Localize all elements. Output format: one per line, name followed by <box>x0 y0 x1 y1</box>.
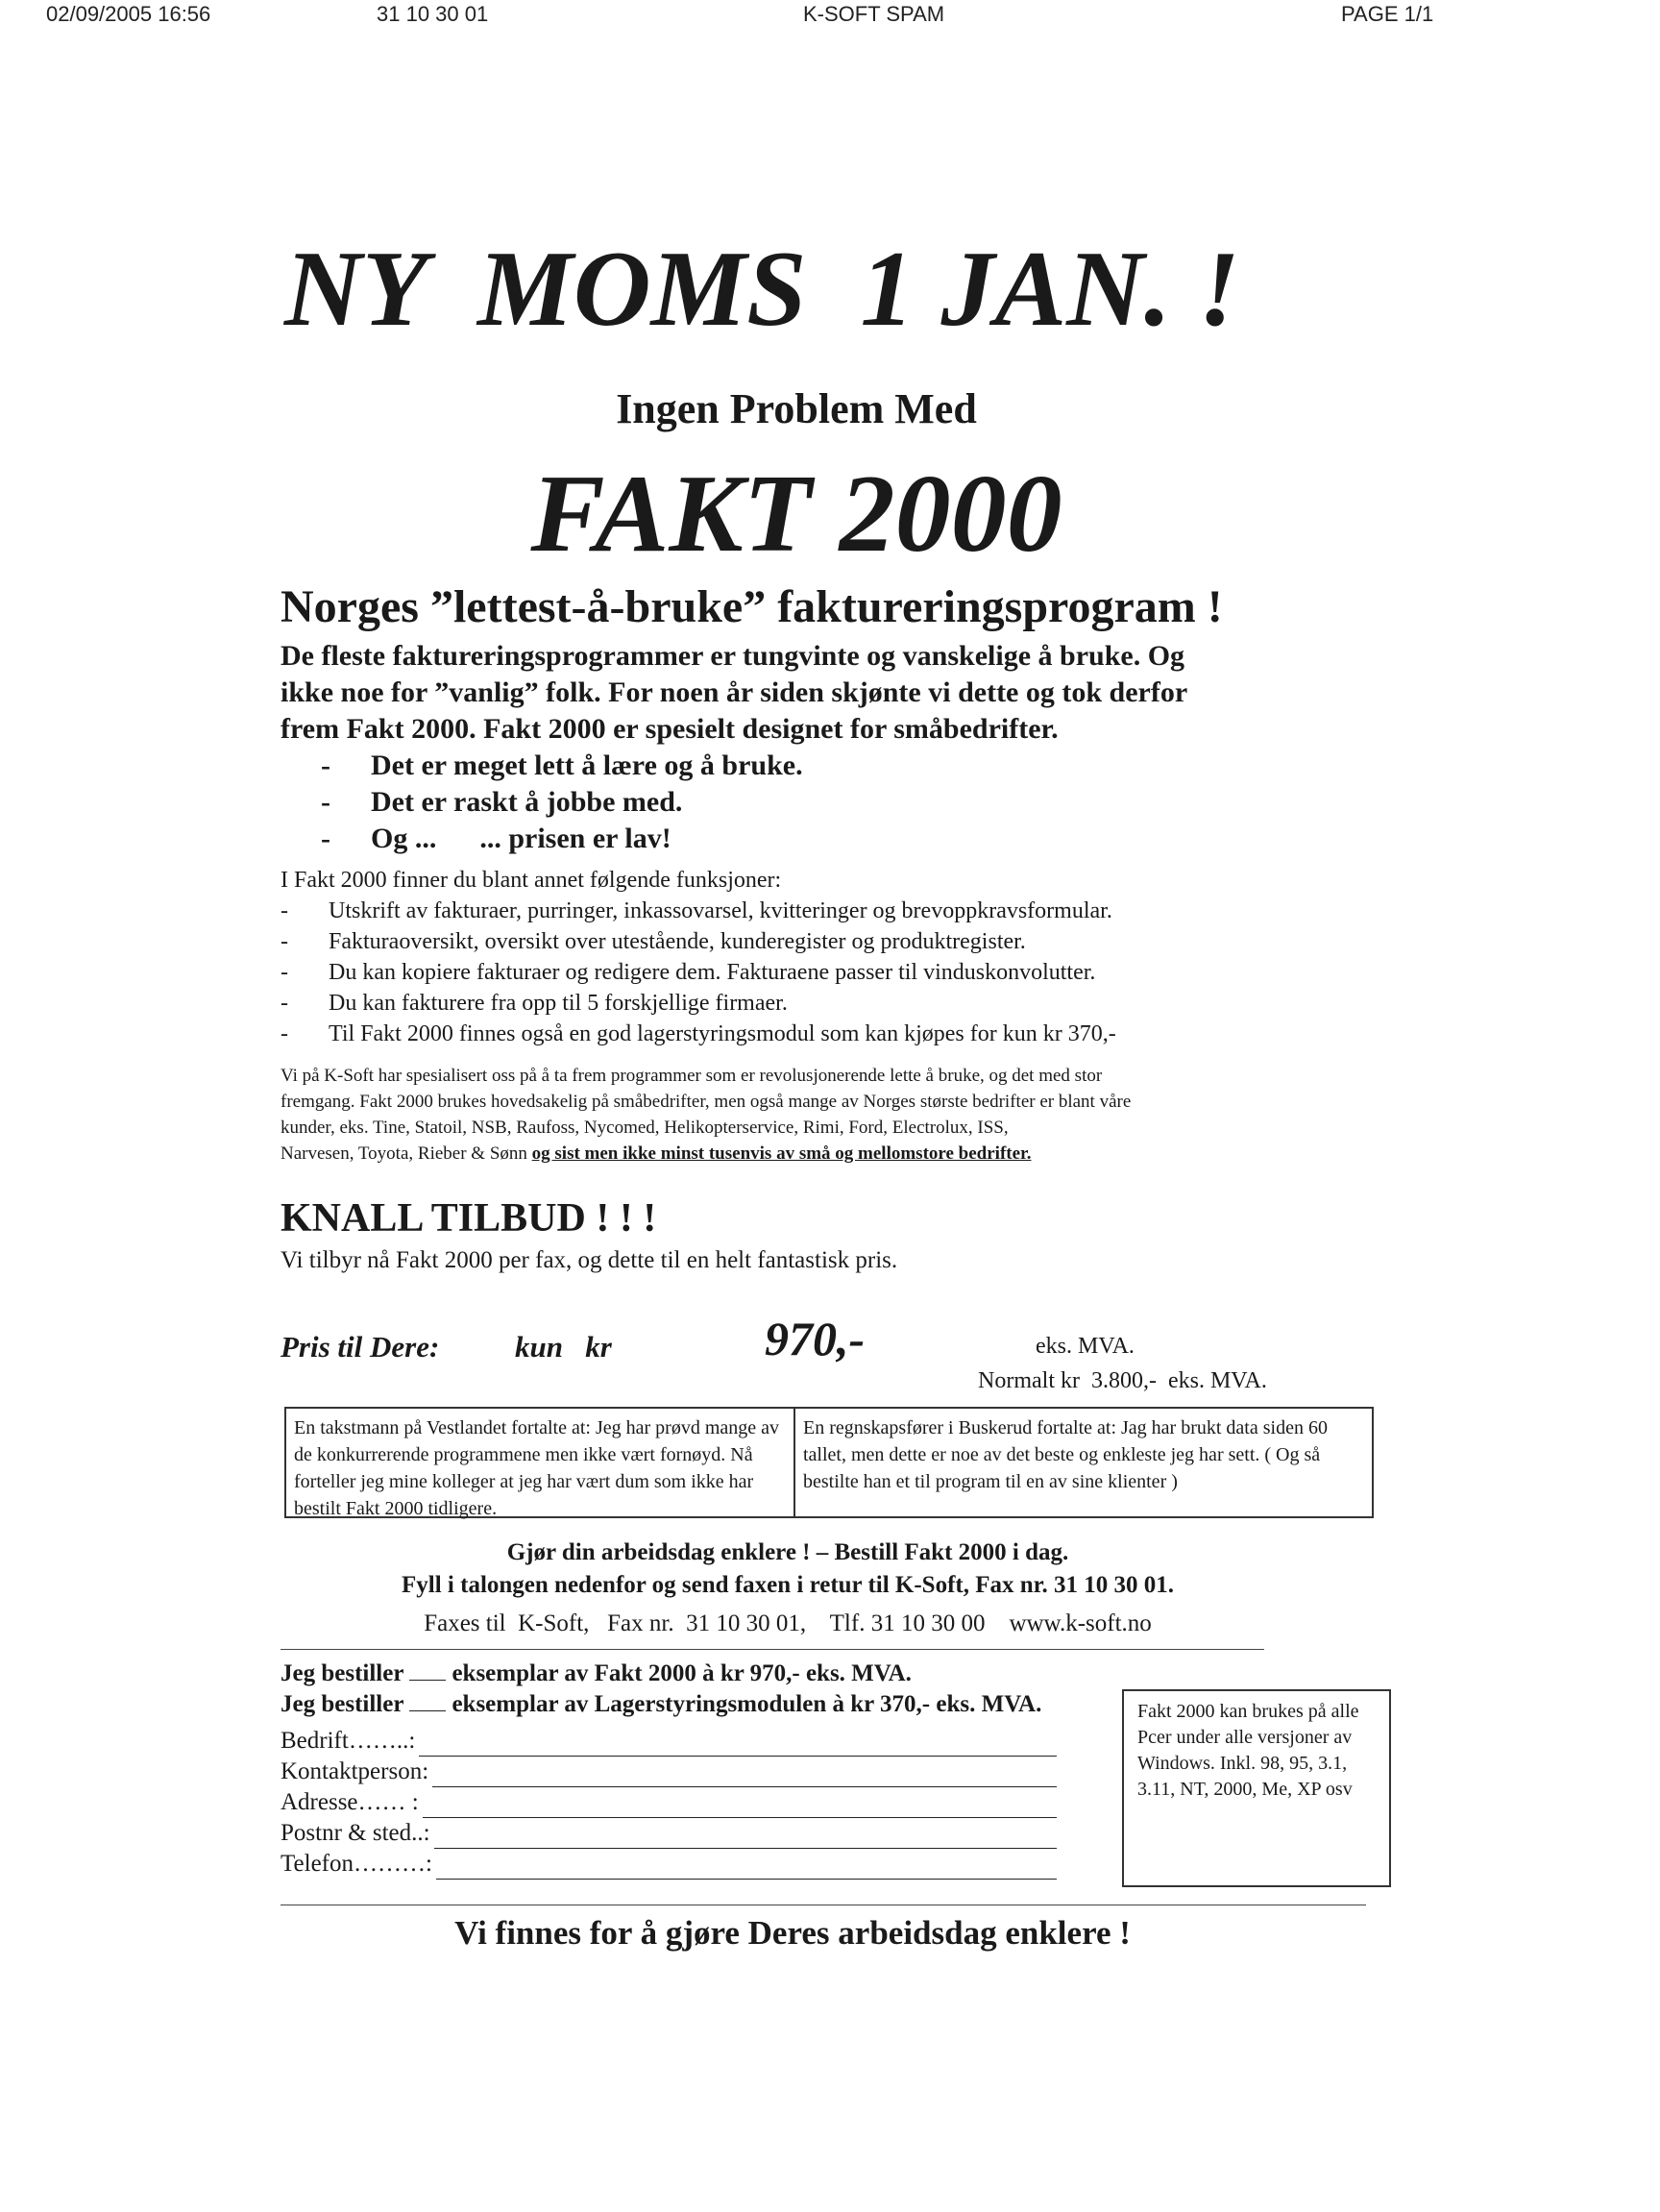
dash-icon: - <box>281 929 288 954</box>
intro-line: frem Fakt 2000. Fakt 2000 er spesielt designet for småbedrifter. <box>281 713 1059 745</box>
form-row: Postnr & sted..: <box>281 1818 1057 1849</box>
dash-icon: - <box>281 898 288 923</box>
footer-slogan: Vi finnes for å gjøre Deres arbeidsdag enklere ! <box>454 1914 1131 1952</box>
price: 970,- <box>765 1312 866 1365</box>
dash-icon: - <box>281 1021 288 1046</box>
fax-number: 31 10 30 01 <box>377 2 489 26</box>
quantity-field[interactable] <box>409 1680 446 1681</box>
function-list <box>281 896 1337 1049</box>
offer-text: Vi tilbyr nå Fakt 2000 per fax, og dette til en helt fantastisk pris. <box>281 1247 898 1273</box>
product-name: FAKT 2000 <box>530 453 1062 576</box>
postcode-field[interactable] <box>434 1825 1057 1849</box>
address-field[interactable] <box>423 1794 1057 1818</box>
list-item: - Det er meget lett å lære og å bruke. <box>321 748 803 784</box>
about-text: Vi på K-Soft har spesialisert oss på å ta frem programmer som er revolusjonerende lette å bruke, og det med stor fremgang. Fakt 2000 brukes hovedsakelig på småbedrifter, men også mange av Norges største bedrifter er blant våre kunder, eks. Tine, Statoil, NSB, Raufoss, Nycomed, Helikopterservice, Rimi, Ford, Electrolux, ISS, Narvesen, Toyota, Rieber & Sønn og sist men ikke minst tusenvis av små og mellomstore bedrifter. <box>281 1066 1132 1164</box>
order-line: Jeg bestiller eksemplar av Fakt 2000 à kr 970,- eks. MVA. <box>281 1660 912 1686</box>
list-item: - Du kan kopiere fakturaer og redigere dem. Fakturaene passer til vinduskonvolutter. <box>281 957 1337 988</box>
form-row: Adresse…… : <box>281 1787 1057 1818</box>
price-kun: kun kr <box>515 1330 612 1364</box>
list-item: - Du kan fakturere fra opp til 5 forskjellige firmaer. <box>281 988 1337 1019</box>
testimonials <box>284 1407 1374 1518</box>
fax-sender: K-SOFT SPAM <box>803 2 945 26</box>
dash-icon: - <box>321 750 330 781</box>
intro-line: ikke noe for ”vanlig” folk. For noen år siden skjønte vi dette og tok derfor <box>281 676 1188 708</box>
normal-price: Normalt kr 3.800,- eks. MVA. <box>978 1368 1267 1393</box>
quantity-field[interactable] <box>409 1710 446 1711</box>
list-item: - Til Fakt 2000 finnes også en god lagerstyringsmodul som kan kjøpes for kun kr 370,- <box>281 1019 1337 1049</box>
dash-icon: - <box>281 960 288 985</box>
divider <box>281 1649 1264 1650</box>
testimonial-right: En regnskapsfører i Buskerud fortalte at: Jag har brukt data siden 60 tallet, men dette er noe av det beste og enkleste jeg har sett. ( Og så bestilte han et til program til en av sine klienter ) <box>803 1417 1328 1492</box>
subheadline: Ingen Problem Med <box>616 385 977 432</box>
contact-form <box>281 1726 1057 1880</box>
compat-note: Fakt 2000 kan brukes på alle Pcer under alle versjoner av Windows. Inkl. 98, 95, 3.1, 3.11, NT, 2000, Me, XP osv <box>1122 1689 1391 1887</box>
contact-line: Faxes til K-Soft, Fax nr. 31 10 30 01, Tlf. 31 10 30 00 www.k-soft.no <box>424 1610 1152 1636</box>
price-suffix: eks. MVA. <box>1036 1334 1135 1359</box>
benefit-list <box>321 748 803 857</box>
cta-line-2: Fyll i talongen nedenfor og send faxen i retur til K-Soft, Fax nr. 31 10 30 01. <box>402 1572 1174 1598</box>
form-row: Bedrift……..: <box>281 1726 1057 1757</box>
price-label: Pris til Dere: <box>281 1330 440 1364</box>
offer-title: KNALL TILBUD ! ! ! <box>281 1196 657 1241</box>
list-item: - Fakturaoversikt, oversikt over utestående, kunderegister og produktregister. <box>281 926 1337 957</box>
headline: NY MOMS 1 JAN. ! <box>284 230 1240 349</box>
cta-line-1: Gjør din arbeidsdag enklere ! – Bestill Fakt 2000 i dag. <box>506 1539 1069 1565</box>
dash-icon: - <box>281 991 288 1016</box>
functions-intro: I Fakt 2000 finner du blant annet følgende funksjoner: <box>281 868 782 893</box>
intro-text <box>281 638 1187 748</box>
form-row: Kontaktperson: <box>281 1757 1057 1787</box>
intro-line: De fleste faktureringsprogrammer er tungvinte og vanskelige å bruke. Og <box>281 640 1185 672</box>
dash-icon: - <box>321 786 330 818</box>
fax-datetime: 02/09/2005 16:56 <box>46 2 211 26</box>
testimonial-left: En takstmann på Vestlandet fortalte at: Jeg har prøvd mange av de konkurrerende programmene men ikke vært fornøyd. Nå forteller jeg mine kolleger at jeg har vært dum som ikke har bestilt Fakt 2000 tidligere. <box>286 1409 795 1516</box>
fax-page: PAGE 1/1 <box>1341 2 1434 26</box>
list-item: - Det er raskt å jobbe med. <box>321 784 803 821</box>
order-line: Jeg bestiller eksemplar av Lagerstyringsmodulen à kr 370,- eks. MVA. <box>281 1691 1042 1717</box>
list-item: - Og ... ... prisen er lav! <box>321 821 803 857</box>
list-item: - Utskrift av fakturaer, purringer, inkassovarsel, kvitteringer og brevoppkravsformular. <box>281 896 1337 926</box>
tagline: Norges ”lettest-å-bruke” faktureringsprogram ! <box>281 581 1223 632</box>
dash-icon: - <box>321 823 330 854</box>
contact-person-field[interactable] <box>432 1763 1057 1787</box>
company-field[interactable] <box>419 1733 1057 1757</box>
form-row: Telefon………: <box>281 1849 1057 1880</box>
phone-field[interactable] <box>436 1856 1057 1880</box>
